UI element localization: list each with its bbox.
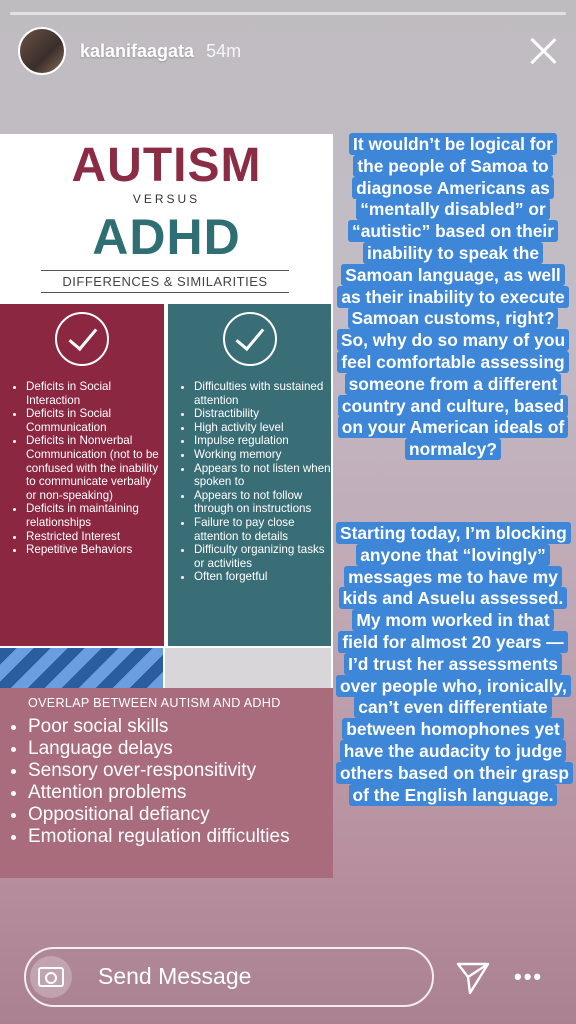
autism-list [0, 380, 164, 557]
infographic-title-adhd: ADHD [92, 209, 241, 265]
list-item: • Oppositional defiancy [28, 804, 333, 826]
checkmark-icon [55, 312, 109, 366]
list-item: • Restricted Interest [26, 530, 164, 544]
list-item: • Repetitive Behaviors [26, 543, 164, 557]
list-item: • Difficulty organizing tasks or activities [194, 543, 331, 570]
list-item: • Language delays [28, 738, 333, 760]
list-item: • Deficits in Social Communication [26, 407, 164, 434]
caption-text: Starting today, I’m blocking anyone that “lovingly” messages me to have my kids and Asuelu assessed. My mom worked in that field for almost 20 years —I’d trust her assessments over people who, ironically, can’t even differentiate between homophones yet have the audacity to judge others based on their grasp of the English language. [336, 522, 573, 806]
more-options-icon[interactable]: ••• [514, 964, 544, 989]
list-item: • Poor social skills [28, 716, 333, 738]
list-item: • Deficits in Social Interaction [26, 380, 164, 407]
caption-text: It wouldn’t be logical for the people of Samoa to diagnose Americans as “mentally disabled” or “autistic” based on their inability to speak the Samoan language, as well as their inability to execute Samoan customs, right? So, why do so many of you feel comfortable assessing someone from a different country and culture, based on your American ideals of normalcy? [337, 133, 569, 460]
list-item: • Appears to not listen when spoken to [194, 462, 331, 489]
overlap-title: OVERLAP BETWEEN AUTISM AND ADHD [28, 696, 281, 710]
list-item: • Distractibility [194, 407, 331, 421]
list-item: • Deficits in Nonverbal Communication (not to be confused with the inability to communicate verbally or non-speaking) [26, 434, 164, 502]
autism-column [0, 304, 164, 646]
caption-paragraph-1 [336, 134, 570, 461]
decorative-band [165, 648, 331, 688]
overlap-section [0, 688, 333, 878]
camera-icon[interactable] [30, 956, 72, 998]
checkmark-icon [223, 312, 277, 366]
infographic-versus: VERSUS [132, 192, 201, 206]
post-time: 54m [206, 40, 242, 61]
overlap-list [0, 716, 333, 848]
infographic-title-autism: AUTISM [71, 139, 262, 192]
caption-paragraph-2 [336, 523, 570, 806]
list-item: • Failure to pay close attention to details [194, 516, 331, 543]
adhd-column [168, 304, 331, 646]
list-item: • Appears to not follow through on instructions [194, 489, 331, 516]
list-item: • Attention problems [28, 782, 333, 804]
list-item: • Difficulties with sustained attention [194, 380, 331, 407]
direct-send-icon[interactable] [455, 960, 491, 996]
send-message-placeholder[interactable]: Send Message [98, 963, 252, 989]
decorative-stripe [0, 648, 163, 688]
list-item: • Emotional regulation difficulties [28, 826, 333, 848]
list-item: • Working memory [194, 448, 331, 462]
username[interactable]: kalanifaagata [80, 40, 195, 61]
close-icon[interactable] [526, 34, 560, 68]
list-item: • High activity level [194, 421, 331, 435]
list-item: • Sensory over-responsitivity [28, 760, 333, 782]
avatar[interactable] [18, 27, 66, 75]
list-item: • Impulse regulation [194, 434, 331, 448]
adhd-list [168, 380, 331, 584]
story-progress-bar [10, 12, 566, 15]
list-item: • Often forgetful [194, 570, 331, 584]
list-item: • Deficits in maintaining relationships [26, 502, 164, 529]
story-header [18, 26, 560, 76]
infographic-subtitle: DIFFERENCES & SIMILARITIES [41, 270, 289, 293]
infographic-image [0, 134, 333, 878]
